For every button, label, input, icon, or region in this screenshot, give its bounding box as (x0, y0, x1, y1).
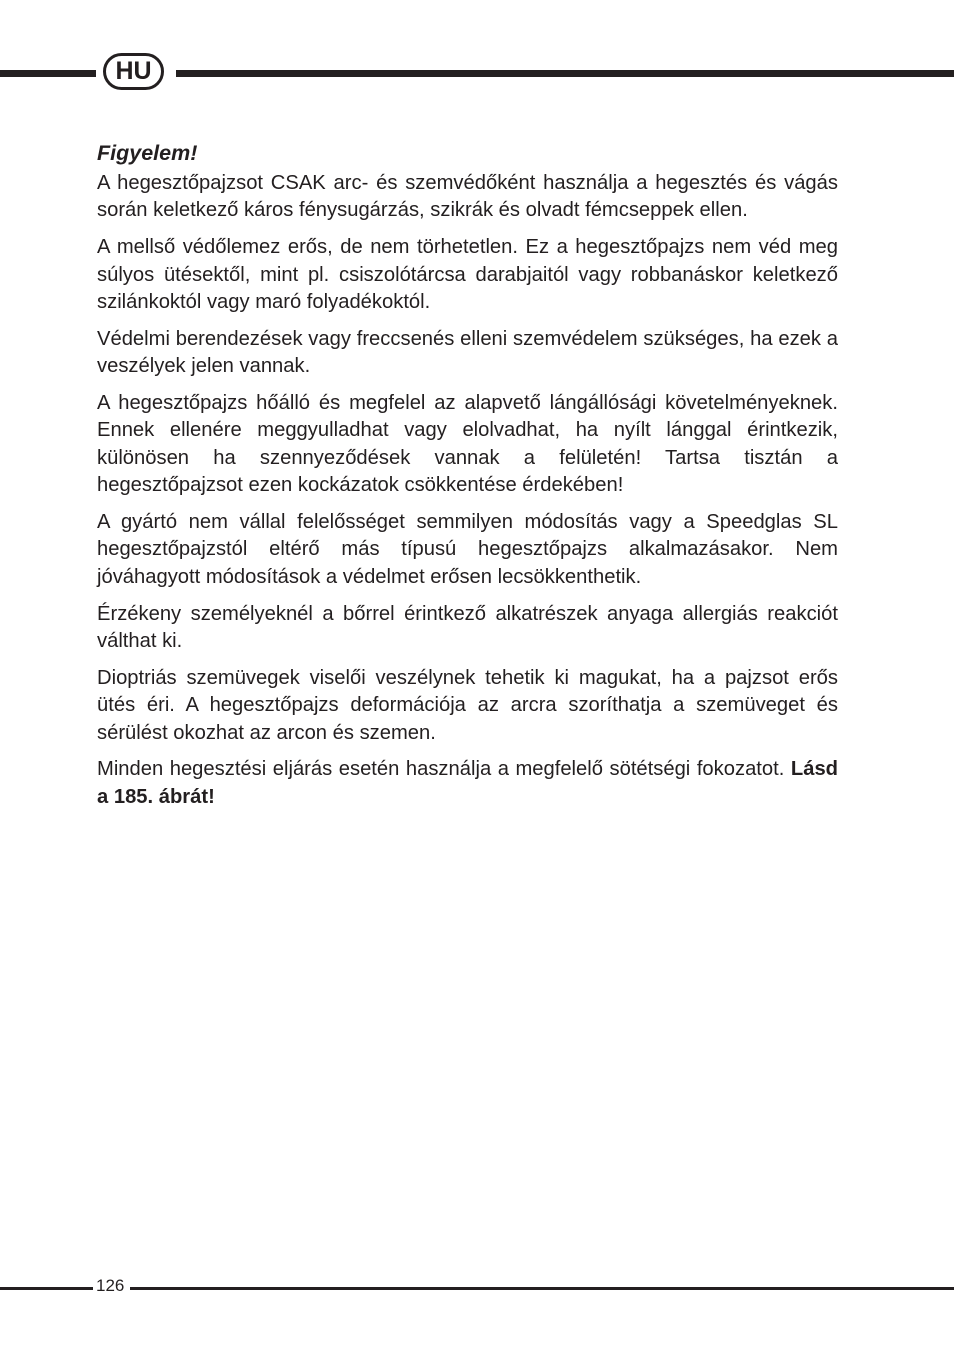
language-badge: HU (103, 53, 164, 90)
paragraph-flame-resistance: A hegesztőpajzs hőálló és megfelel az alapvető lángállósági követelményeknek. Ennek ellenére meggyulladhat vagy elolvadhat, ha nyílt lánggal érintkezik, különösen ha szennyeződések vannak a felületén! Tartsa tisztán a hegesztőpajzsot ezen kockázatok csökkentése érdekében! (97, 392, 838, 497)
section-heading: Figyelem! (97, 141, 198, 165)
paragraph-eye-protection: Védelmi berendezések vagy freccsenés elleni szemvédelem szükséges, ha ezek a veszélyek jelen vannak. (97, 327, 838, 378)
footer-rule-left (0, 1287, 93, 1290)
paragraph-usage: A hegesztőpajzsot CSAK arc- és szemvédőként használja a hegesztés és vágás során keletkező káros fénysugárzás, szikrák és olvadt fémcseppek ellen. (97, 172, 838, 222)
footer-rule-right (130, 1287, 954, 1290)
shade-text: Minden hegesztési eljárás esetén használja a megfelelő sötétségi fokozatot. (97, 758, 785, 781)
page-number: 126 (96, 1276, 125, 1295)
paragraph-front-plate: A mellső védőlemez erős, de nem törhetetlen. Ez a hegesztőpajzs nem véd meg súlyos ütésektől, mint pl. csiszolótárcsa darabjaitól vagy robbanáskor keletkező szilánkoktól vagy maró folyadékoktól. (97, 236, 838, 314)
warning-section (97, 140, 838, 821)
header-rule-left (0, 70, 96, 77)
paragraph-allergy: Érzékeny személyeknél a bőrrel érintkező alkatrészek anyaga allergiás reakciót válthat ki. (97, 602, 838, 653)
paragraph-modifications: A gyártó nem vállal felelősséget semmilyen módosítás vagy a Speedglas SL hegesztőpajzstól eltérő más típusú hegesztőpajzs alkalmazásakor. Nem jóváhagyott módosítások a védelmet erősen lecsökkenthetik. (97, 511, 838, 588)
paragraph-prescription-glasses: Dioptriás szemüvegek viselői veszélynek tehetik ki magukat, ha a pajzsot erős ütés éri. A hegesztőpajzs deformációja az arcra szoríthatja a szemüveget és sérülést okozhat az arcon és szemen. (97, 666, 838, 744)
figure-reference: Lásd a 185. ábrát! (97, 758, 839, 808)
header-rule-right (176, 70, 954, 77)
paragraph-shade (97, 756, 838, 811)
